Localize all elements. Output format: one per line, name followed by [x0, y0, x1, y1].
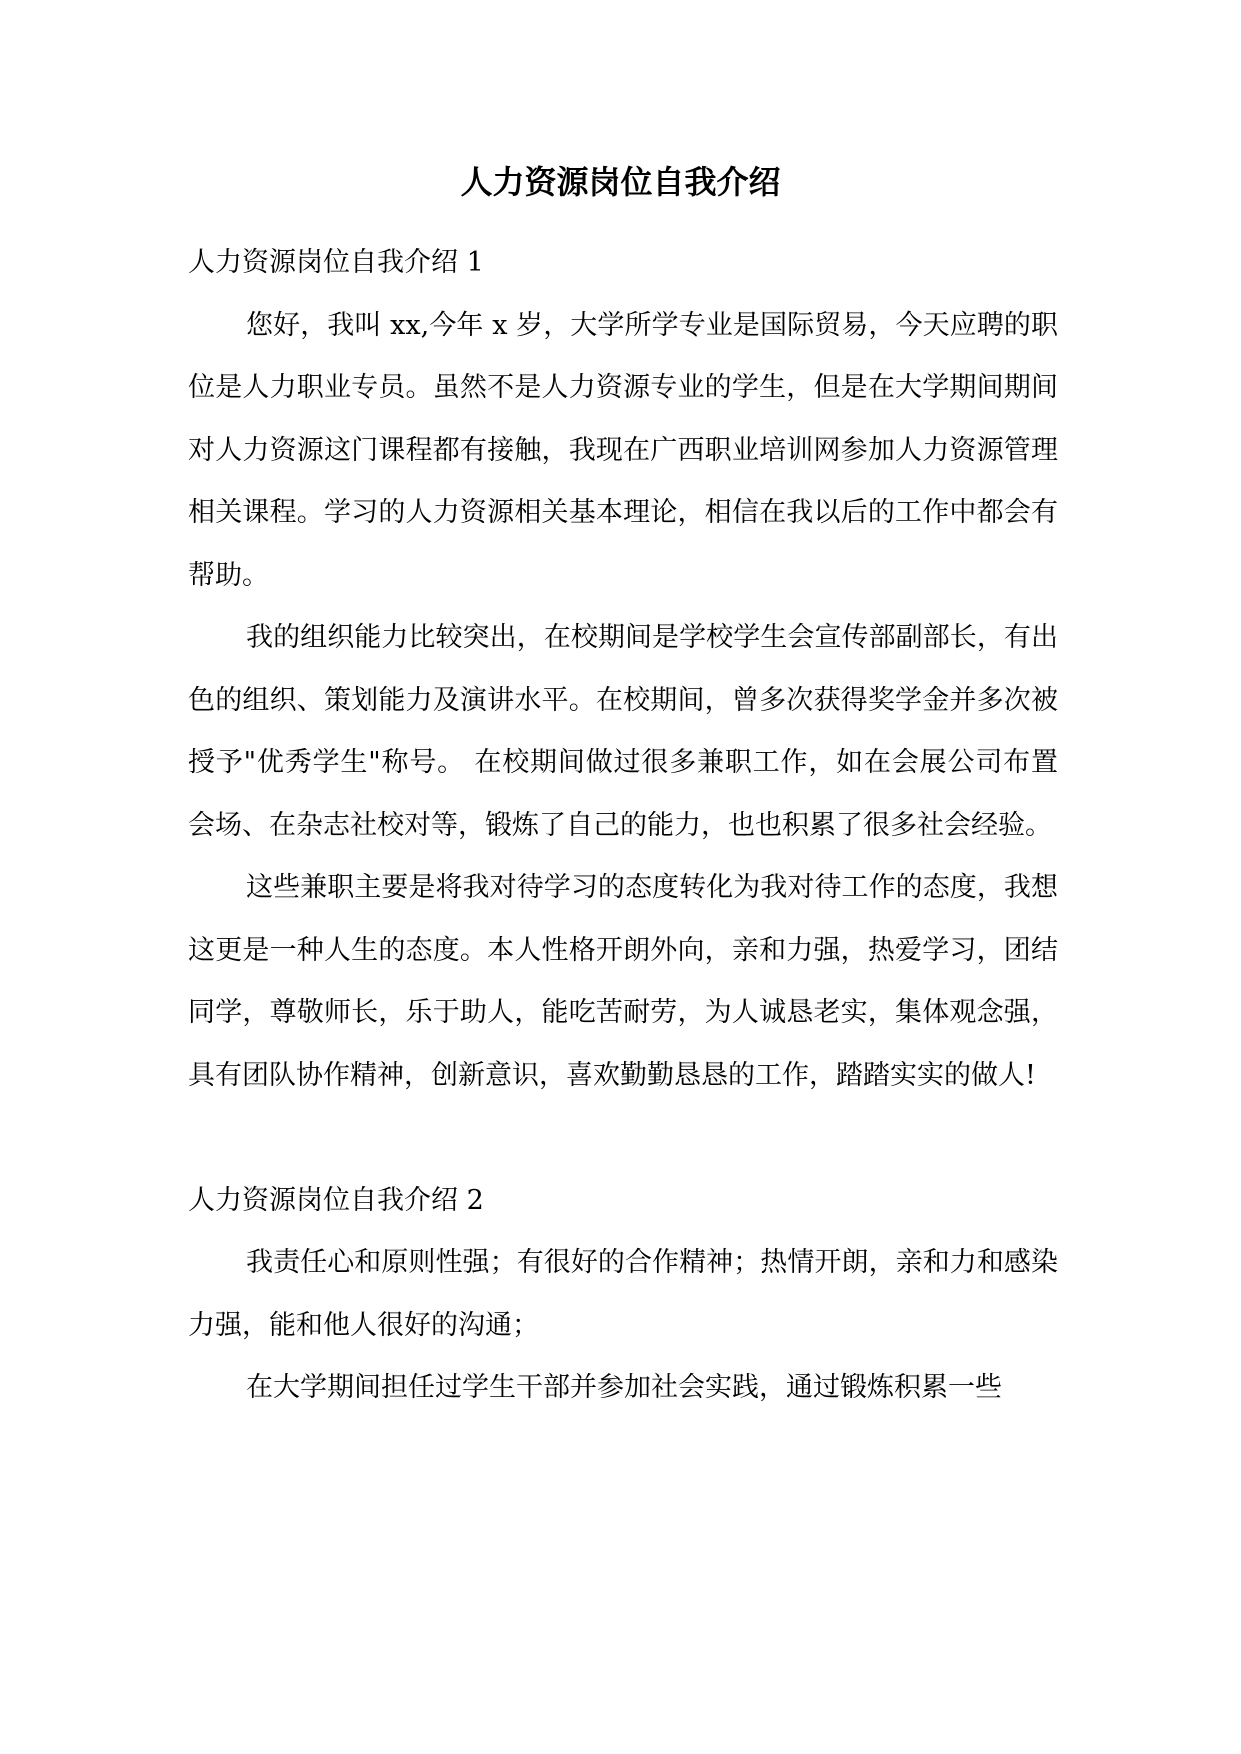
section-spacer [188, 1107, 1058, 1170]
section-1 [188, 232, 1058, 1107]
section-2 [188, 1170, 1058, 1420]
paragraph: 这些兼职主要是将我对待学习的态度转化为我对待工作的态度，我想这更是一种人生的态度。本人性格开朗外向，亲和力强，热爱学习，团结同学，尊敬师长，乐于助人，能吃苦耐劳，为人诚恳老实，集体观念强，具有团队协作精神，创新意识，喜欢勤勤恳恳的工作，踏踏实实的做人! [188, 872, 1058, 1091]
paragraph: 我的组织能力比较突出，在校期间是学校学生会宣传部副部长，有出色的组织、策划能力及演讲水平。在校期间，曾多次获得奖学金并多次被授予"优秀学生"称号。 在校期间做过很多兼职工作，如在会展公司布置会场、在杂志社校对等，锻炼了自己的能力，也也积累了很多社会经验。 [188, 622, 1058, 841]
section-heading: 人力资源岗位自我介绍 2 [188, 1184, 484, 1216]
document-title: 人力资源岗位自我介绍 [460, 163, 781, 201]
paragraph: 我责任心和原则性强；有很好的合作精神；热情开朗，亲和力和感染力强，能和他人很好的沟通； [188, 1247, 1058, 1341]
paragraph: 您好，我叫 xx,今年 x 岁，大学所学专业是国际贸易，今天应聘的职位是人力职业专员。虽然不是人力资源专业的学生，但是在大学期间期间对人力资源这门课程都有接触，我现在广西职业培训网参加人力资源管理相关课程。学习的人力资源相关基本理论，相信在我以后的工作中都会有帮助。 [188, 309, 1058, 591]
document-body [188, 232, 1058, 1420]
section-heading: 人力资源岗位自我介绍 1 [188, 247, 484, 278]
paragraph: 在大学期间担任过学生干部并参加社会实践，通过锻炼积累一些 [246, 1372, 1002, 1403]
